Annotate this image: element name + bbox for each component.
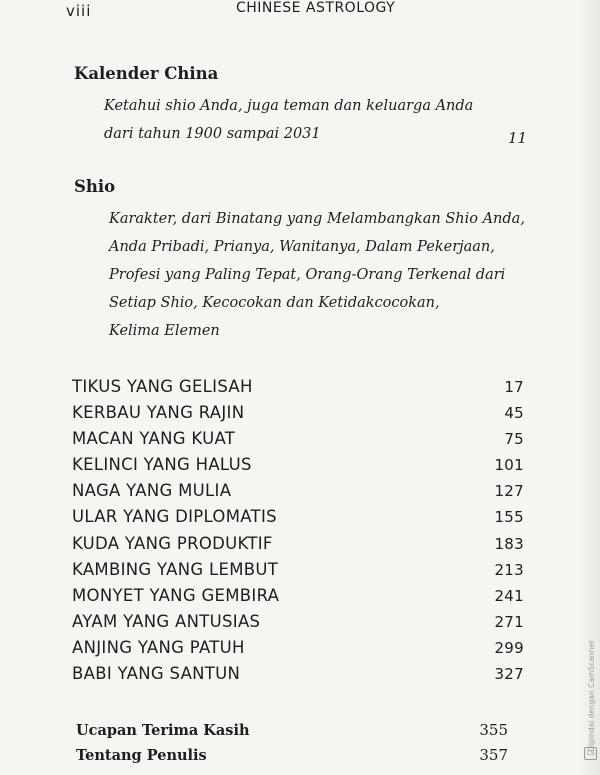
chapter-entry (72, 583, 524, 609)
backmatter-entry (76, 718, 508, 743)
chapter-title: AYAM YANG ANTUSIAS (72, 611, 261, 631)
chapter-entry (72, 452, 524, 478)
chapter-title: KUDA YANG PRODUKTIF (72, 533, 273, 553)
chapter-entry (72, 478, 524, 504)
chapter-page: 101 (494, 456, 524, 475)
chapter-entry (72, 609, 524, 635)
description-line: Anda Pribadi, Prianya, Wanitanya, Dalam Pekerjaan, (109, 239, 495, 255)
page-number: viii (66, 2, 92, 20)
chapter-page: 75 (504, 430, 524, 449)
description-line: Kelima Elemen (109, 323, 220, 339)
chapter-title: NAGA YANG MULIA (72, 481, 232, 501)
chapter-title: ULAR YANG DIPLOMATIS (72, 507, 277, 527)
chapter-page: 183 (494, 534, 524, 553)
section-title-shio: Shio (74, 177, 116, 196)
chapter-entry (72, 400, 524, 426)
chapter-list (72, 374, 524, 687)
chapter-page: 127 (494, 482, 524, 501)
chapter-title: KELINCI YANG HALUS (72, 455, 252, 475)
backmatter-title: Ucapan Terima Kasih (76, 722, 250, 739)
chapter-page: 213 (494, 560, 524, 579)
chapter-page: 299 (494, 638, 524, 657)
chapter-title: MACAN YANG KUAT (72, 429, 236, 449)
kalender-page-ref: 11 (508, 129, 528, 147)
description-line: dari tahun 1900 sampai 2031 (104, 126, 321, 142)
chapter-title: MONYET YANG GEMBIRA (72, 585, 280, 605)
chapter-page: 45 (504, 404, 524, 423)
section-title-kalender: Kalender China (74, 64, 219, 83)
chapter-title: KERBAU YANG RAJIN (72, 403, 245, 423)
chapter-page: 241 (494, 586, 524, 605)
backmatter-list (76, 718, 508, 768)
backmatter-title: Tentang Penulis (76, 747, 207, 764)
description-line: Profesi yang Paling Tepat, Orang-Orang Terkenal dari (109, 267, 506, 283)
camscanner-logo-icon: CS (584, 747, 597, 760)
chapter-page: 17 (504, 378, 524, 396)
chapter-entry (72, 426, 524, 452)
shio-description (109, 205, 525, 345)
chapter-entry (72, 504, 524, 530)
chapter-entry (72, 635, 524, 661)
chapter-entry (72, 531, 524, 557)
backmatter-page: 357 (479, 746, 508, 764)
chapter-page: 271 (494, 612, 524, 631)
chapter-title: BABI YANG SANTUN (72, 664, 241, 684)
chapter-title: ANJING YANG PATUH (72, 637, 245, 657)
chapter-entry (72, 557, 524, 583)
chapter-page: 327 (494, 665, 524, 684)
chapter-entry (72, 661, 524, 687)
chapter-title: KAMBING YANG LEMBUT (72, 559, 279, 579)
chapter-page: 155 (494, 508, 524, 527)
chapter-entry (72, 374, 524, 400)
description-line: Karakter, dari Binatang yang Melambangkan Shio Anda, (109, 211, 525, 227)
backmatter-page: 355 (479, 721, 508, 739)
running-header-title: CHINESE ASTROLOGY (236, 0, 396, 16)
backmatter-entry (76, 743, 508, 768)
kalender-description (104, 92, 473, 148)
scanner-watermark: Dipindai dengan CamScanner (587, 640, 596, 752)
chapter-title: TIKUS YANG GELISAH (72, 377, 253, 396)
description-line: Ketahui shio Anda, juga teman dan keluarga Anda (104, 98, 474, 114)
description-line: Setiap Shio, Kecocokan dan Ketidakcocokan, (109, 295, 440, 311)
